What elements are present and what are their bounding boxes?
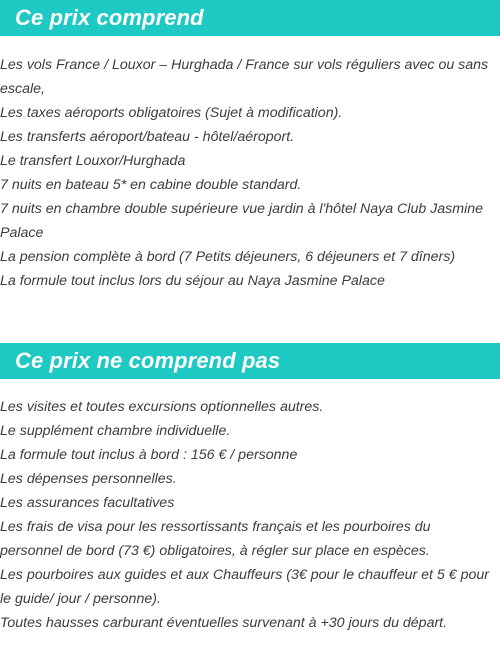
list-item: Les frais de visa pour les ressortissants français et les pourboires du personnel de bord (73 €) obligatoires, à régler sur place en espèces.	[0, 519, 431, 559]
price-includes-list	[0, 53, 500, 293]
price-excludes-header	[0, 343, 500, 379]
price-excludes-section	[0, 343, 500, 635]
list-item: La formule tout inclus à bord : 156 € / personne	[0, 447, 298, 463]
list-item: Les assurances facultatives	[0, 495, 175, 511]
list-item: La pension complète à bord (7 Petits déjeuners, 6 déjeuners et 7 dîners)	[0, 249, 456, 265]
list-item: Les taxes aéroports obligatoires (Sujet à modification).	[0, 105, 343, 121]
list-item: Les vols France / Louxor – Hurghada / France sur vols réguliers avec ou sans escale,	[0, 57, 489, 97]
price-excludes-list	[0, 395, 500, 635]
price-includes-header	[0, 0, 500, 36]
list-item: 7 nuits en bateau 5* en cabine double standard.	[0, 177, 302, 193]
list-item: Les dépenses personnelles.	[0, 471, 177, 487]
price-excludes-title: Ce prix ne comprend pas	[15, 348, 281, 373]
price-includes-section	[0, 0, 500, 293]
list-item: Les visites et toutes excursions optionnelles autres.	[0, 399, 324, 415]
price-includes-title: Ce prix comprend	[15, 5, 204, 30]
list-item: Toutes hausses carburant éventuelles survenant à +30 jours du départ.	[0, 615, 448, 631]
list-item: Les transferts aéroport/bateau - hôtel/aéroport.	[0, 129, 295, 145]
list-item: Le supplément chambre individuelle.	[0, 423, 231, 439]
list-item: 7 nuits en chambre double supérieure vue jardin à l'hôtel Naya Club Jasmine Palace	[0, 201, 483, 241]
list-item: Les pourboires aux guides et aux Chauffeurs (3€ pour le chauffeur et 5 € pour le guide/ jour / personne).	[0, 567, 489, 607]
list-item: Le transfert Louxor/Hurghada	[0, 153, 186, 169]
list-item: La formule tout inclus lors du séjour au Naya Jasmine Palace	[0, 273, 385, 289]
